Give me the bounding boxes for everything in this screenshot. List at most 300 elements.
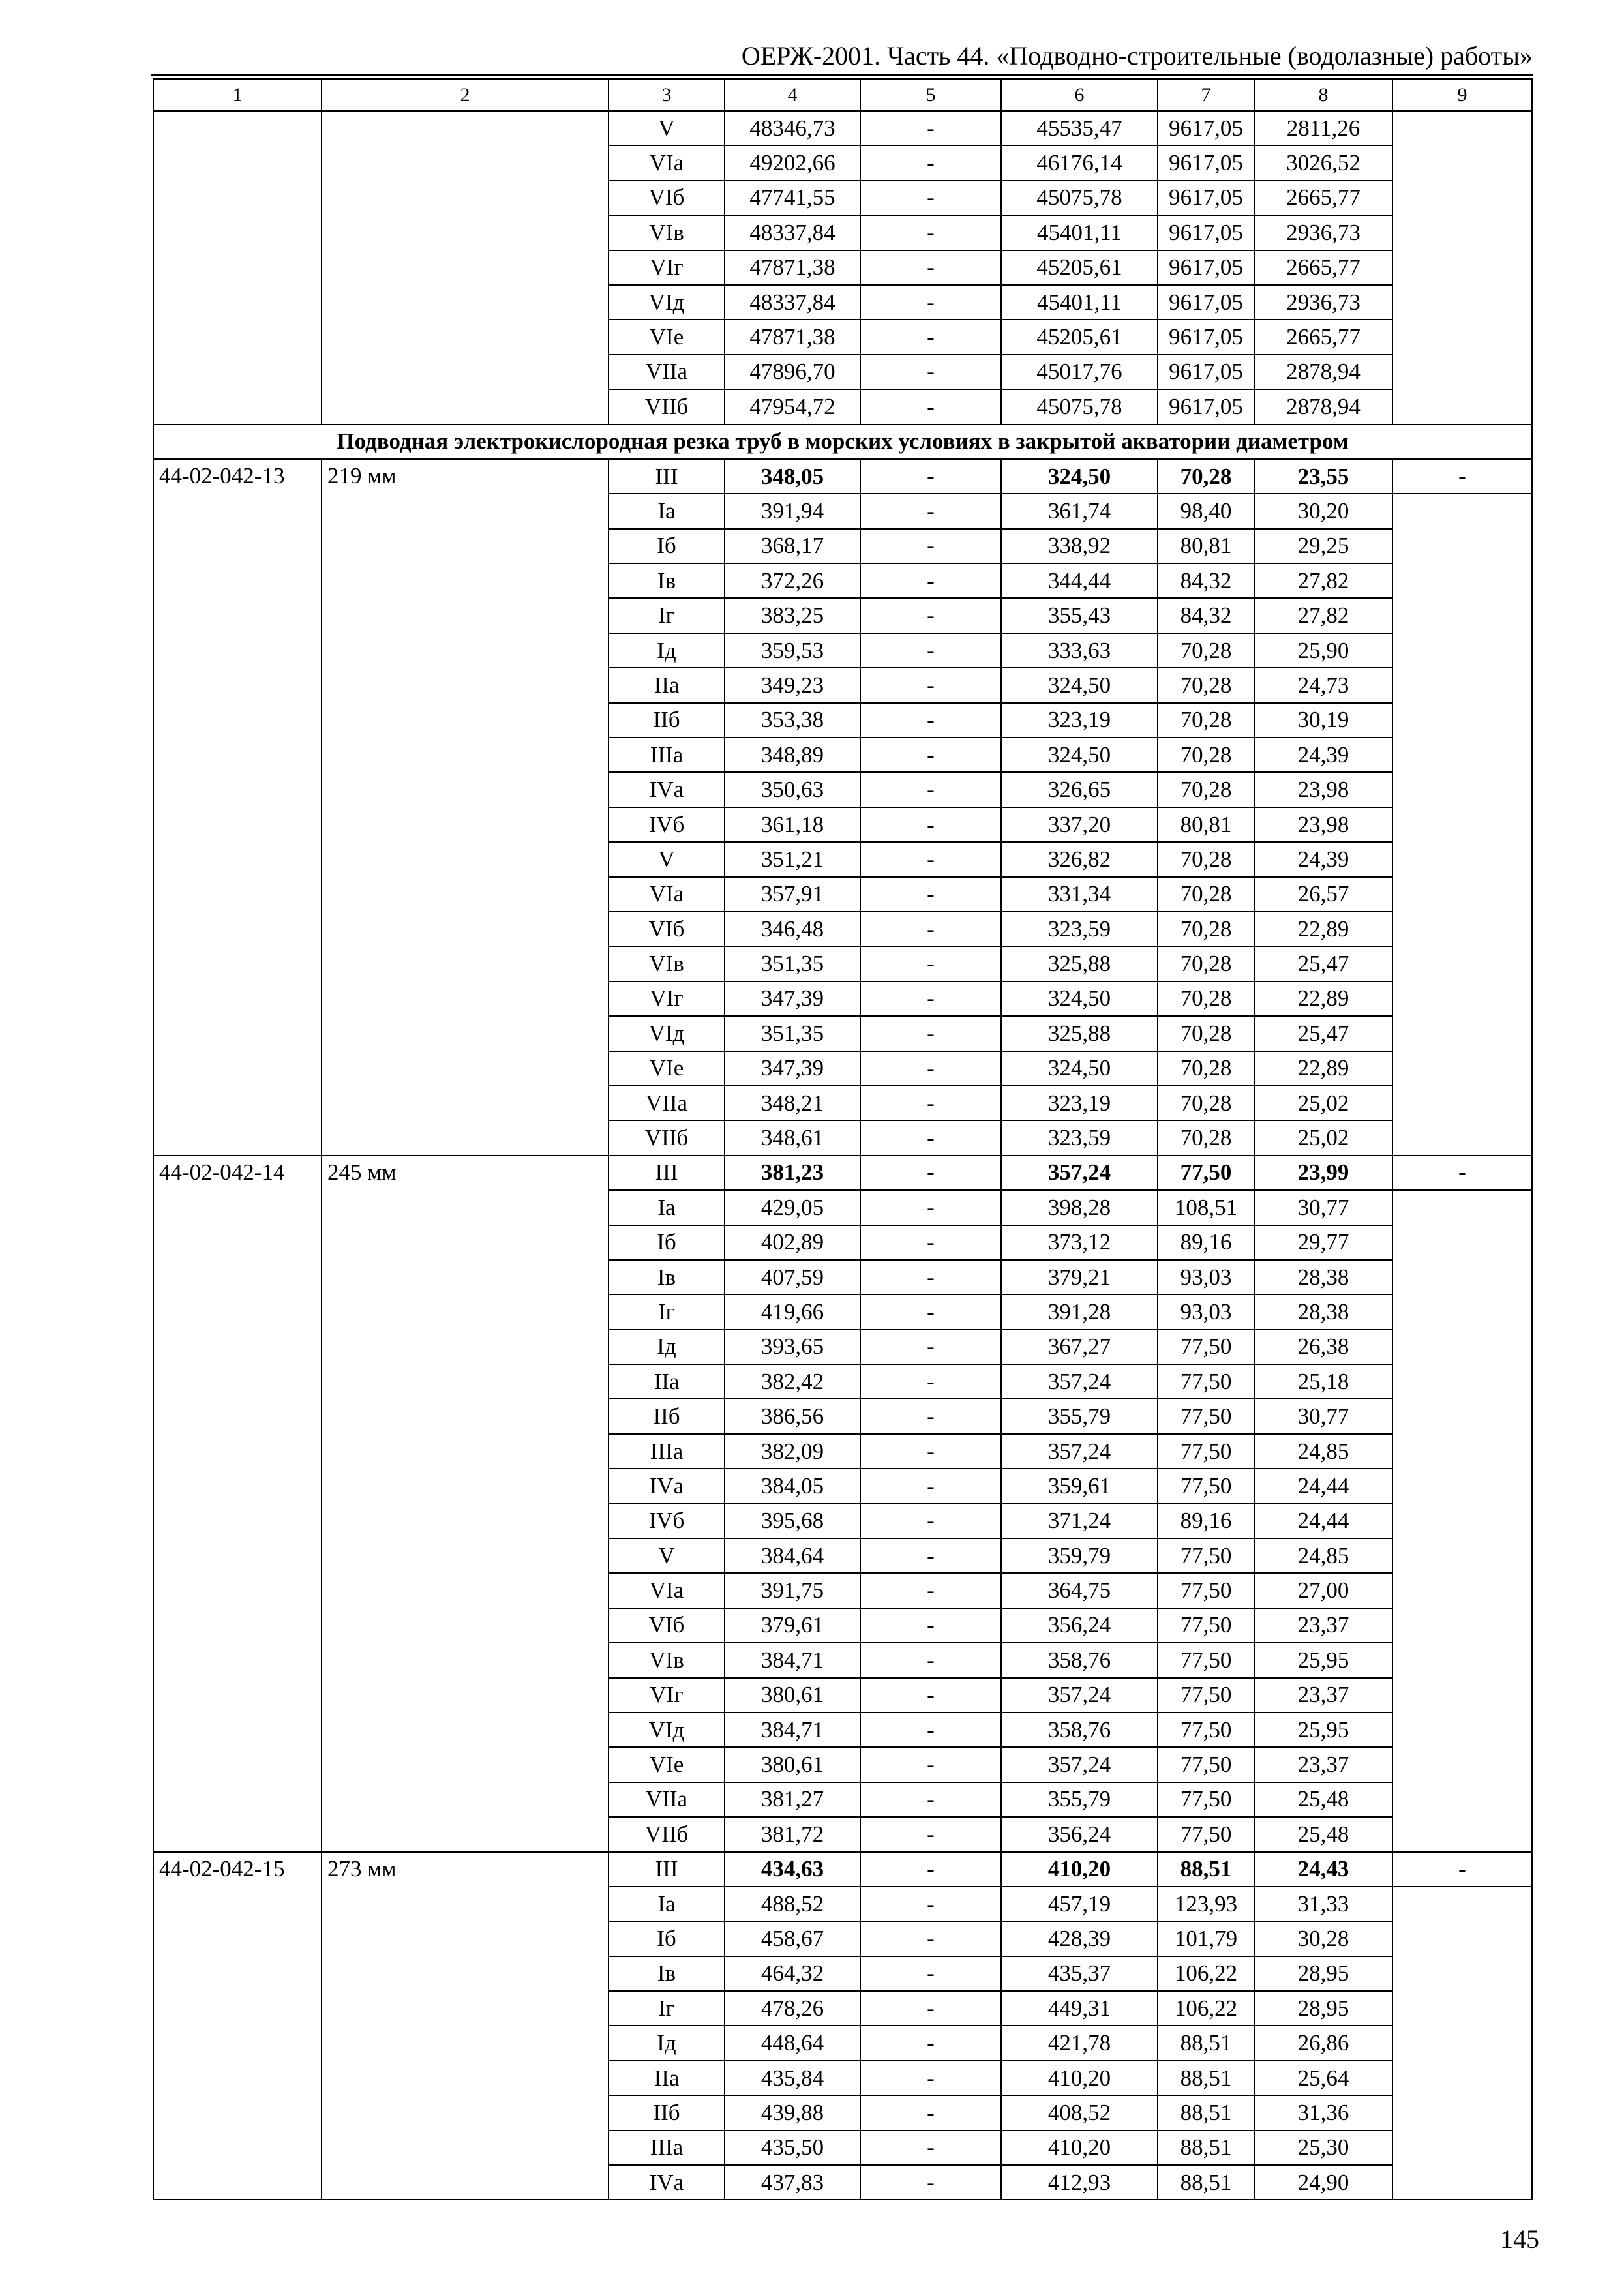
machinist-wage-cell: 9617,05 <box>1158 111 1254 145</box>
page-number: 145 <box>1500 2224 1539 2254</box>
resource-class-cell: III <box>609 1156 725 1190</box>
machinist-wage-cell: 93,03 <box>1158 1260 1254 1294</box>
machine-operation-cell: 333,63 <box>1001 633 1158 668</box>
materials-cost-cell: 25,47 <box>1254 946 1392 981</box>
table-row <box>153 1852 1532 1887</box>
materials-cost-cell: 25,48 <box>1254 1782 1392 1817</box>
machine-operation-cell: 45075,78 <box>1001 181 1158 215</box>
machine-operation-cell: 361,74 <box>1001 494 1158 528</box>
machinist-wage-cell: 70,28 <box>1158 877 1254 912</box>
resource-class-cell: IVа <box>609 2165 725 2200</box>
machine-operation-cell: 326,82 <box>1001 842 1158 876</box>
column-number-cell: 1 <box>153 79 322 111</box>
column9-cell: - <box>1392 1156 1532 1190</box>
wage-cell: - <box>860 2095 1001 2130</box>
machinist-wage-cell: 77,50 <box>1158 1817 1254 1851</box>
total-cost-cell: 346,48 <box>725 912 860 946</box>
wage-cell: - <box>860 877 1001 912</box>
resource-class-cell: VIIа <box>609 1086 725 1120</box>
column-number-cell: 8 <box>1254 79 1392 111</box>
total-cost-cell: 380,61 <box>725 1678 860 1713</box>
machinist-wage-cell: 70,28 <box>1158 738 1254 772</box>
section-title: Подводная электрокислородная резка труб в морских условиях в закрытой акватории диаметром <box>153 425 1532 459</box>
wage-cell: - <box>860 1016 1001 1051</box>
machine-operation-cell: 358,76 <box>1001 1713 1158 1747</box>
machinist-wage-cell: 80,81 <box>1158 529 1254 563</box>
total-cost-cell: 478,26 <box>725 1991 860 2026</box>
machine-operation-cell: 323,59 <box>1001 912 1158 946</box>
resource-class-cell: IVа <box>609 772 725 807</box>
total-cost-cell: 382,09 <box>725 1434 860 1469</box>
total-cost-cell: 48337,84 <box>725 285 860 320</box>
materials-cost-cell: 2936,73 <box>1254 215 1392 250</box>
materials-cost-cell: 25,30 <box>1254 2131 1392 2165</box>
machinist-wage-cell: 9617,05 <box>1158 250 1254 285</box>
machine-operation-cell: 46176,14 <box>1001 145 1158 180</box>
total-cost-cell: 407,59 <box>725 1260 860 1294</box>
machine-operation-cell: 457,19 <box>1001 1887 1158 1921</box>
machinist-wage-cell: 9617,05 <box>1158 389 1254 424</box>
total-cost-cell: 47741,55 <box>725 181 860 215</box>
machinist-wage-cell: 88,51 <box>1158 2026 1254 2060</box>
wage-cell: - <box>860 389 1001 424</box>
materials-cost-cell: 30,77 <box>1254 1190 1392 1225</box>
machine-operation-cell: 45205,61 <box>1001 250 1158 285</box>
total-cost-cell: 353,38 <box>725 703 860 738</box>
machine-operation-cell: 326,65 <box>1001 772 1158 807</box>
total-cost-cell: 435,84 <box>725 2061 860 2095</box>
materials-cost-cell: 23,37 <box>1254 1608 1392 1643</box>
machine-operation-cell: 355,79 <box>1001 1782 1158 1817</box>
machinist-wage-cell: 98,40 <box>1158 494 1254 528</box>
materials-cost-cell: 24,39 <box>1254 738 1392 772</box>
table-row <box>153 111 1532 145</box>
resource-class-cell: VIIа <box>609 1782 725 1817</box>
machinist-wage-cell: 77,50 <box>1158 1434 1254 1469</box>
resource-class-cell: Iб <box>609 529 725 563</box>
machine-operation-cell: 408,52 <box>1001 2095 1158 2130</box>
wage-cell: - <box>860 1051 1001 1086</box>
materials-cost-cell: 25,90 <box>1254 633 1392 668</box>
machine-operation-cell: 355,43 <box>1001 598 1158 633</box>
resource-class-cell: VIе <box>609 320 725 354</box>
machine-operation-cell: 373,12 <box>1001 1225 1158 1260</box>
machine-operation-cell: 410,20 <box>1001 2061 1158 2095</box>
column9-cell-empty <box>1392 111 1532 425</box>
resource-class-cell: V <box>609 1538 725 1573</box>
resource-class-cell: Iб <box>609 1225 725 1260</box>
machinist-wage-cell: 106,22 <box>1158 1956 1254 1991</box>
materials-cost-cell: 27,00 <box>1254 1573 1392 1608</box>
header-divider <box>151 74 1533 76</box>
wage-cell: - <box>860 1120 1001 1155</box>
wage-cell: - <box>860 703 1001 738</box>
machinist-wage-cell: 88,51 <box>1158 1852 1254 1887</box>
resource-class-cell: IIIа <box>609 738 725 772</box>
diameter-cell-empty <box>322 111 609 425</box>
total-cost-cell: 348,21 <box>725 1086 860 1120</box>
materials-cost-cell: 25,95 <box>1254 1713 1392 1747</box>
total-cost-cell: 372,26 <box>725 563 860 598</box>
materials-cost-cell: 2811,26 <box>1254 111 1392 145</box>
materials-cost-cell: 24,43 <box>1254 1852 1392 1887</box>
materials-cost-cell: 24,44 <box>1254 1469 1392 1503</box>
column-number-cell: 7 <box>1158 79 1254 111</box>
machine-operation-cell: 323,59 <box>1001 1120 1158 1155</box>
materials-cost-cell: 23,99 <box>1254 1156 1392 1190</box>
materials-cost-cell: 26,57 <box>1254 877 1392 912</box>
machine-operation-cell: 359,79 <box>1001 1538 1158 1573</box>
machinist-wage-cell: 93,03 <box>1158 1294 1254 1329</box>
pipe-diameter-cell: 273 мм <box>322 1852 609 2200</box>
wage-cell: - <box>860 1643 1001 1677</box>
machinist-wage-cell: 84,32 <box>1158 563 1254 598</box>
machine-operation-cell: 324,50 <box>1001 1051 1158 1086</box>
resource-class-cell: VIIб <box>609 1120 725 1155</box>
wage-cell: - <box>860 633 1001 668</box>
materials-cost-cell: 29,25 <box>1254 529 1392 563</box>
machinist-wage-cell: 9617,05 <box>1158 181 1254 215</box>
machinist-wage-cell: 77,50 <box>1158 1156 1254 1190</box>
machinist-wage-cell: 9617,05 <box>1158 320 1254 354</box>
wage-cell: - <box>860 529 1001 563</box>
machine-operation-cell: 357,24 <box>1001 1156 1158 1190</box>
machine-operation-cell: 337,20 <box>1001 807 1158 842</box>
resource-class-cell: IIа <box>609 668 725 702</box>
total-cost-cell: 384,64 <box>725 1538 860 1573</box>
machine-operation-cell: 45205,61 <box>1001 320 1158 354</box>
materials-cost-cell: 25,47 <box>1254 1016 1392 1051</box>
total-cost-cell: 47871,38 <box>725 320 860 354</box>
machinist-wage-cell: 123,93 <box>1158 1887 1254 1921</box>
wage-cell: - <box>860 2131 1001 2165</box>
machine-operation-cell: 338,92 <box>1001 529 1158 563</box>
resource-class-cell: IVа <box>609 1469 725 1503</box>
machine-operation-cell: 410,20 <box>1001 2131 1158 2165</box>
machinist-wage-cell: 77,50 <box>1158 1469 1254 1503</box>
materials-cost-cell: 27,82 <box>1254 598 1392 633</box>
wage-cell: - <box>860 738 1001 772</box>
total-cost-cell: 464,32 <box>725 1956 860 1991</box>
materials-cost-cell: 30,20 <box>1254 494 1392 528</box>
wage-cell: - <box>860 1225 1001 1260</box>
page-header-title: ОЕРЖ-2001. Часть 44. «Подводно-строительные (водолазные) работы» <box>741 41 1533 70</box>
wage-cell: - <box>860 1364 1001 1399</box>
column9-cell-empty <box>1392 1887 1532 2200</box>
machine-operation-cell: 391,28 <box>1001 1294 1158 1329</box>
total-cost-cell: 48337,84 <box>725 215 860 250</box>
wage-cell: - <box>860 1086 1001 1120</box>
materials-cost-cell: 3026,52 <box>1254 145 1392 180</box>
wage-cell: - <box>860 1156 1001 1190</box>
column-number-cell: 9 <box>1392 79 1532 111</box>
machine-operation-cell: 364,75 <box>1001 1573 1158 1608</box>
total-cost-cell: 437,83 <box>725 2165 860 2200</box>
total-cost-cell: 349,23 <box>725 668 860 702</box>
materials-cost-cell: 24,44 <box>1254 1504 1392 1538</box>
total-cost-cell: 347,39 <box>725 1051 860 1086</box>
wage-cell: - <box>860 981 1001 1016</box>
total-cost-cell: 381,23 <box>725 1156 860 1190</box>
machine-operation-cell: 324,50 <box>1001 668 1158 702</box>
materials-cost-cell: 25,18 <box>1254 1364 1392 1399</box>
resource-class-cell: VIе <box>609 1051 725 1086</box>
resource-class-cell: Iд <box>609 2026 725 2060</box>
column9-cell-empty <box>1392 494 1532 1155</box>
total-cost-cell: 386,56 <box>725 1399 860 1433</box>
resource-class-cell: Iа <box>609 494 725 528</box>
wage-cell: - <box>860 2165 1001 2200</box>
resource-class-cell: IIа <box>609 1364 725 1399</box>
total-cost-cell: 384,05 <box>725 1469 860 1503</box>
materials-cost-cell: 22,89 <box>1254 912 1392 946</box>
pipe-diameter-cell: 219 мм <box>322 459 609 1156</box>
wage-cell: - <box>860 1330 1001 1364</box>
total-cost-cell: 348,05 <box>725 459 860 494</box>
code-cell-empty <box>153 111 322 425</box>
wage-cell: - <box>860 1782 1001 1817</box>
total-cost-cell: 384,71 <box>725 1643 860 1677</box>
total-cost-cell: 435,50 <box>725 2131 860 2165</box>
wage-cell: - <box>860 1921 1001 1956</box>
machinist-wage-cell: 77,50 <box>1158 1330 1254 1364</box>
machine-operation-cell: 357,24 <box>1001 1678 1158 1713</box>
wage-cell: - <box>860 1573 1001 1608</box>
machinist-wage-cell: 89,16 <box>1158 1225 1254 1260</box>
wage-cell: - <box>860 1260 1001 1294</box>
resource-class-cell: III <box>609 459 725 494</box>
machinist-wage-cell: 70,28 <box>1158 703 1254 738</box>
wage-cell: - <box>860 1956 1001 1991</box>
resource-class-cell: VIб <box>609 1608 725 1643</box>
machinist-wage-cell: 80,81 <box>1158 807 1254 842</box>
materials-cost-cell: 26,86 <box>1254 2026 1392 2060</box>
total-cost-cell: 382,42 <box>725 1364 860 1399</box>
machinist-wage-cell: 88,51 <box>1158 2061 1254 2095</box>
machine-operation-cell: 359,61 <box>1001 1469 1158 1503</box>
table-row <box>153 459 1532 494</box>
wage-cell: - <box>860 668 1001 702</box>
resource-class-cell: VIб <box>609 912 725 946</box>
machine-operation-cell: 412,93 <box>1001 2165 1158 2200</box>
materials-cost-cell: 24,90 <box>1254 2165 1392 2200</box>
machine-operation-cell: 421,78 <box>1001 2026 1158 2060</box>
machine-operation-cell: 45535,47 <box>1001 111 1158 145</box>
resource-class-cell: V <box>609 111 725 145</box>
rate-code-cell: 44-02-042-15 <box>153 1852 322 2200</box>
materials-cost-cell: 22,89 <box>1254 1051 1392 1086</box>
total-cost-cell: 395,68 <box>725 1504 860 1538</box>
wage-cell: - <box>860 1747 1001 1782</box>
resource-class-cell: IVб <box>609 1504 725 1538</box>
machinist-wage-cell: 77,50 <box>1158 1573 1254 1608</box>
resource-class-cell: IIа <box>609 2061 725 2095</box>
materials-cost-cell: 23,37 <box>1254 1678 1392 1713</box>
resource-class-cell: VIа <box>609 145 725 180</box>
materials-cost-cell: 31,36 <box>1254 2095 1392 2130</box>
total-cost-cell: 348,89 <box>725 738 860 772</box>
resource-class-cell: Iб <box>609 1921 725 1956</box>
resource-class-cell: VIв <box>609 946 725 981</box>
total-cost-cell: 381,72 <box>725 1817 860 1851</box>
machinist-wage-cell: 9617,05 <box>1158 215 1254 250</box>
total-cost-cell: 347,39 <box>725 981 860 1016</box>
machine-operation-cell: 398,28 <box>1001 1190 1158 1225</box>
total-cost-cell: 49202,66 <box>725 145 860 180</box>
machinist-wage-cell: 70,28 <box>1158 1120 1254 1155</box>
wage-cell: - <box>860 1852 1001 1887</box>
total-cost-cell: 351,21 <box>725 842 860 876</box>
wage-cell: - <box>860 1434 1001 1469</box>
machine-operation-cell: 357,24 <box>1001 1364 1158 1399</box>
materials-cost-cell: 24,39 <box>1254 842 1392 876</box>
resource-class-cell: VIIб <box>609 389 725 424</box>
machinist-wage-cell: 77,50 <box>1158 1364 1254 1399</box>
machinist-wage-cell: 70,28 <box>1158 842 1254 876</box>
resource-class-cell: VIд <box>609 1713 725 1747</box>
machine-operation-cell: 428,39 <box>1001 1921 1158 1956</box>
materials-cost-cell: 30,28 <box>1254 1921 1392 1956</box>
materials-cost-cell: 29,77 <box>1254 1225 1392 1260</box>
machine-operation-cell: 355,79 <box>1001 1399 1158 1433</box>
resource-class-cell: VIд <box>609 1016 725 1051</box>
column9-cell-empty <box>1392 1190 1532 1851</box>
materials-cost-cell: 28,95 <box>1254 1956 1392 1991</box>
machinist-wage-cell: 70,28 <box>1158 1086 1254 1120</box>
machine-operation-cell: 371,24 <box>1001 1504 1158 1538</box>
machine-operation-cell: 358,76 <box>1001 1643 1158 1677</box>
wage-cell: - <box>860 459 1001 494</box>
machine-operation-cell: 449,31 <box>1001 1991 1158 2026</box>
wage-cell: - <box>860 494 1001 528</box>
resource-class-cell: V <box>609 842 725 876</box>
machine-operation-cell: 356,24 <box>1001 1608 1158 1643</box>
machine-operation-cell: 357,24 <box>1001 1747 1158 1782</box>
wage-cell: - <box>860 111 1001 145</box>
total-cost-cell: 391,75 <box>725 1573 860 1608</box>
wage-cell: - <box>860 355 1001 389</box>
machinist-wage-cell: 70,28 <box>1158 981 1254 1016</box>
machine-operation-cell: 323,19 <box>1001 703 1158 738</box>
total-cost-cell: 384,71 <box>725 1713 860 1747</box>
resource-class-cell: Iг <box>609 1991 725 2026</box>
materials-cost-cell: 23,55 <box>1254 459 1392 494</box>
machinist-wage-cell: 70,28 <box>1158 459 1254 494</box>
machinist-wage-cell: 9617,05 <box>1158 355 1254 389</box>
machine-operation-cell: 45401,11 <box>1001 215 1158 250</box>
materials-cost-cell: 28,95 <box>1254 1991 1392 2026</box>
total-cost-cell: 359,53 <box>725 633 860 668</box>
resource-class-cell: IIб <box>609 2095 725 2130</box>
wage-cell: - <box>860 1887 1001 1921</box>
resource-class-cell: Iа <box>609 1887 725 1921</box>
resource-class-cell: VIг <box>609 250 725 285</box>
table-row <box>153 1156 1532 1190</box>
machinist-wage-cell: 77,50 <box>1158 1608 1254 1643</box>
resource-class-cell: Iв <box>609 563 725 598</box>
machinist-wage-cell: 77,50 <box>1158 1713 1254 1747</box>
wage-cell: - <box>860 1608 1001 1643</box>
resource-class-cell: IVб <box>609 807 725 842</box>
machine-operation-cell: 356,24 <box>1001 1817 1158 1851</box>
machinist-wage-cell: 70,28 <box>1158 633 1254 668</box>
machinist-wage-cell: 88,51 <box>1158 2165 1254 2200</box>
machine-operation-cell: 324,50 <box>1001 738 1158 772</box>
column-number-row <box>153 79 1532 111</box>
materials-cost-cell: 24,73 <box>1254 668 1392 702</box>
machinist-wage-cell: 77,50 <box>1158 1678 1254 1713</box>
resource-class-cell: VIе <box>609 1747 725 1782</box>
materials-cost-cell: 31,33 <box>1254 1887 1392 1921</box>
total-cost-cell: 351,35 <box>725 946 860 981</box>
materials-cost-cell: 24,85 <box>1254 1538 1392 1573</box>
total-cost-cell: 351,35 <box>725 1016 860 1051</box>
resource-class-cell: Iа <box>609 1190 725 1225</box>
materials-cost-cell: 2878,94 <box>1254 355 1392 389</box>
total-cost-cell: 47896,70 <box>725 355 860 389</box>
resource-class-cell: IIб <box>609 1399 725 1433</box>
total-cost-cell: 393,65 <box>725 1330 860 1364</box>
machine-operation-cell: 357,24 <box>1001 1434 1158 1469</box>
wage-cell: - <box>860 807 1001 842</box>
wage-cell: - <box>860 215 1001 250</box>
table-body <box>153 79 1532 2200</box>
total-cost-cell: 391,94 <box>725 494 860 528</box>
materials-cost-cell: 28,38 <box>1254 1260 1392 1294</box>
resource-class-cell: VIв <box>609 1643 725 1677</box>
machinist-wage-cell: 77,50 <box>1158 1643 1254 1677</box>
materials-cost-cell: 23,37 <box>1254 1747 1392 1782</box>
materials-cost-cell: 30,77 <box>1254 1399 1392 1433</box>
resource-class-cell: Iв <box>609 1956 725 1991</box>
wage-cell: - <box>860 1678 1001 1713</box>
machinist-wage-cell: 88,51 <box>1158 2131 1254 2165</box>
resource-class-cell: VIIб <box>609 1817 725 1851</box>
total-cost-cell: 47871,38 <box>725 250 860 285</box>
materials-cost-cell: 23,98 <box>1254 807 1392 842</box>
machinist-wage-cell: 77,50 <box>1158 1747 1254 1782</box>
materials-cost-cell: 2665,77 <box>1254 181 1392 215</box>
total-cost-cell: 48346,73 <box>725 111 860 145</box>
resource-class-cell: VIа <box>609 1573 725 1608</box>
column-number-cell: 3 <box>609 79 725 111</box>
price-table <box>153 78 1533 2200</box>
total-cost-cell: 368,17 <box>725 529 860 563</box>
materials-cost-cell: 2936,73 <box>1254 285 1392 320</box>
machinist-wage-cell: 70,28 <box>1158 772 1254 807</box>
machinist-wage-cell: 77,50 <box>1158 1399 1254 1433</box>
wage-cell: - <box>860 285 1001 320</box>
column9-cell: - <box>1392 1852 1532 1887</box>
wage-cell: - <box>860 842 1001 876</box>
total-cost-cell: 402,89 <box>725 1225 860 1260</box>
materials-cost-cell: 24,85 <box>1254 1434 1392 1469</box>
resource-class-cell: Iд <box>609 1330 725 1364</box>
materials-cost-cell: 30,19 <box>1254 703 1392 738</box>
resource-class-cell: Iв <box>609 1260 725 1294</box>
machinist-wage-cell: 70,28 <box>1158 1016 1254 1051</box>
total-cost-cell: 429,05 <box>725 1190 860 1225</box>
machinist-wage-cell: 77,50 <box>1158 1538 1254 1573</box>
total-cost-cell: 357,91 <box>725 877 860 912</box>
materials-cost-cell: 27,82 <box>1254 563 1392 598</box>
wage-cell: - <box>860 181 1001 215</box>
rate-code-cell: 44-02-042-13 <box>153 459 322 1156</box>
materials-cost-cell: 26,38 <box>1254 1330 1392 1364</box>
machinist-wage-cell: 70,28 <box>1158 1051 1254 1086</box>
materials-cost-cell: 25,02 <box>1254 1120 1392 1155</box>
wage-cell: - <box>860 912 1001 946</box>
